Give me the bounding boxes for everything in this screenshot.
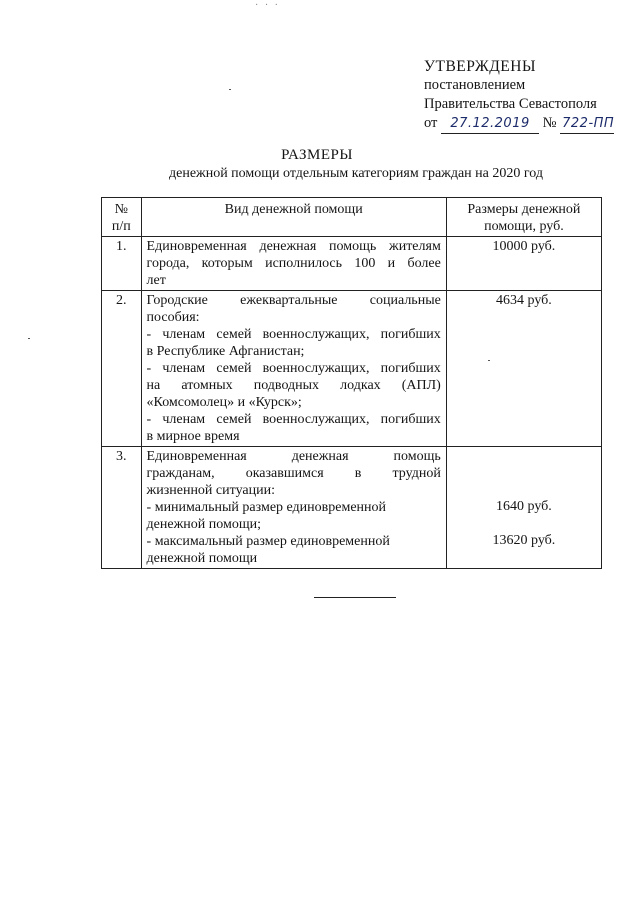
row-description — [141, 291, 446, 447]
handwritten-number: 722-ПП — [560, 114, 614, 134]
scan-speck — [229, 89, 231, 90]
scan-speck — [488, 360, 490, 361]
description-line: - минимальный размер единовременной — [146, 500, 387, 515]
amount-spacer — [452, 515, 596, 532]
number-prefix: № — [542, 115, 557, 131]
description-line: в Республике Афганистан; — [146, 344, 305, 359]
table-row — [102, 447, 602, 569]
description-line: Единовременная денежная помощь — [146, 449, 441, 464]
row-description — [141, 447, 446, 569]
description-line: - максимальный размер единовременной — [146, 534, 390, 549]
description-line: жизненной ситуации: — [146, 483, 275, 498]
date-prefix: от — [424, 115, 438, 131]
description-line: города, которым исполнилось 100 и более — [146, 256, 441, 271]
scan-artifact: · · · — [255, 0, 280, 11]
description-line: - членам семей военнослужащих, погибших — [146, 361, 441, 376]
description-line: лет — [146, 273, 166, 288]
amount-max: 13620 руб. — [492, 533, 556, 548]
description-line: денежной помощи — [146, 551, 258, 566]
header-num-line-1: № — [114, 202, 128, 217]
table-header-row — [102, 198, 602, 237]
header-num — [102, 198, 142, 237]
row-amount — [446, 447, 601, 569]
document-subtitle: денежной помощи отдельным категориям граждан на 2020 год — [168, 166, 543, 181]
description-line: гражданам, оказавшимся в трудной — [146, 466, 441, 481]
approval-date-line — [424, 114, 624, 134]
description-line: - членам семей военнослужащих, погибших — [146, 327, 441, 342]
row-amount: 4634 руб. — [446, 291, 601, 447]
header-amount-line-1: Размеры денежной — [467, 202, 581, 217]
description-line: Городские ежеквартальные социальные — [146, 293, 441, 308]
approval-title: УТВЕРЖДЕНЫ — [424, 58, 536, 75]
table-row — [102, 237, 602, 291]
end-rule — [314, 597, 396, 598]
amount-spacer — [452, 448, 596, 498]
aid-table — [101, 197, 602, 569]
description-line: на атомных подводных лодках (АПЛ) — [146, 378, 441, 393]
description-line: «Комсомолец» и «Курск»; — [146, 395, 302, 410]
description-line: в мирное время — [146, 429, 240, 444]
header-type: Вид денежной помощи — [141, 198, 446, 237]
header-amount-line-2: помощи, руб. — [484, 219, 564, 234]
row-amount: 10000 руб. — [446, 237, 601, 291]
row-number: 1. — [102, 237, 142, 291]
document-title: РАЗМЕРЫ — [281, 147, 353, 163]
row-number: 3. — [102, 447, 142, 569]
approval-line-1: постановлением — [424, 77, 526, 93]
description-line: пособия: — [146, 310, 200, 325]
description-line: Единовременная денежная помощь жителям — [146, 239, 441, 254]
approval-line-2: Правительства Севастополя — [424, 96, 597, 112]
amount-min: 1640 руб. — [496, 499, 552, 514]
scan-speck — [28, 338, 30, 339]
description-line: - членам семей военнослужащих, погибших — [146, 412, 441, 427]
table-row — [102, 291, 602, 447]
row-number: 2. — [102, 291, 142, 447]
header-amount — [446, 198, 601, 237]
approval-block — [424, 57, 624, 134]
header-num-line-2: п/п — [111, 219, 131, 234]
row-description — [141, 237, 446, 291]
description-line: денежной помощи; — [146, 517, 261, 532]
handwritten-date: 27.12.2019 — [441, 114, 539, 134]
